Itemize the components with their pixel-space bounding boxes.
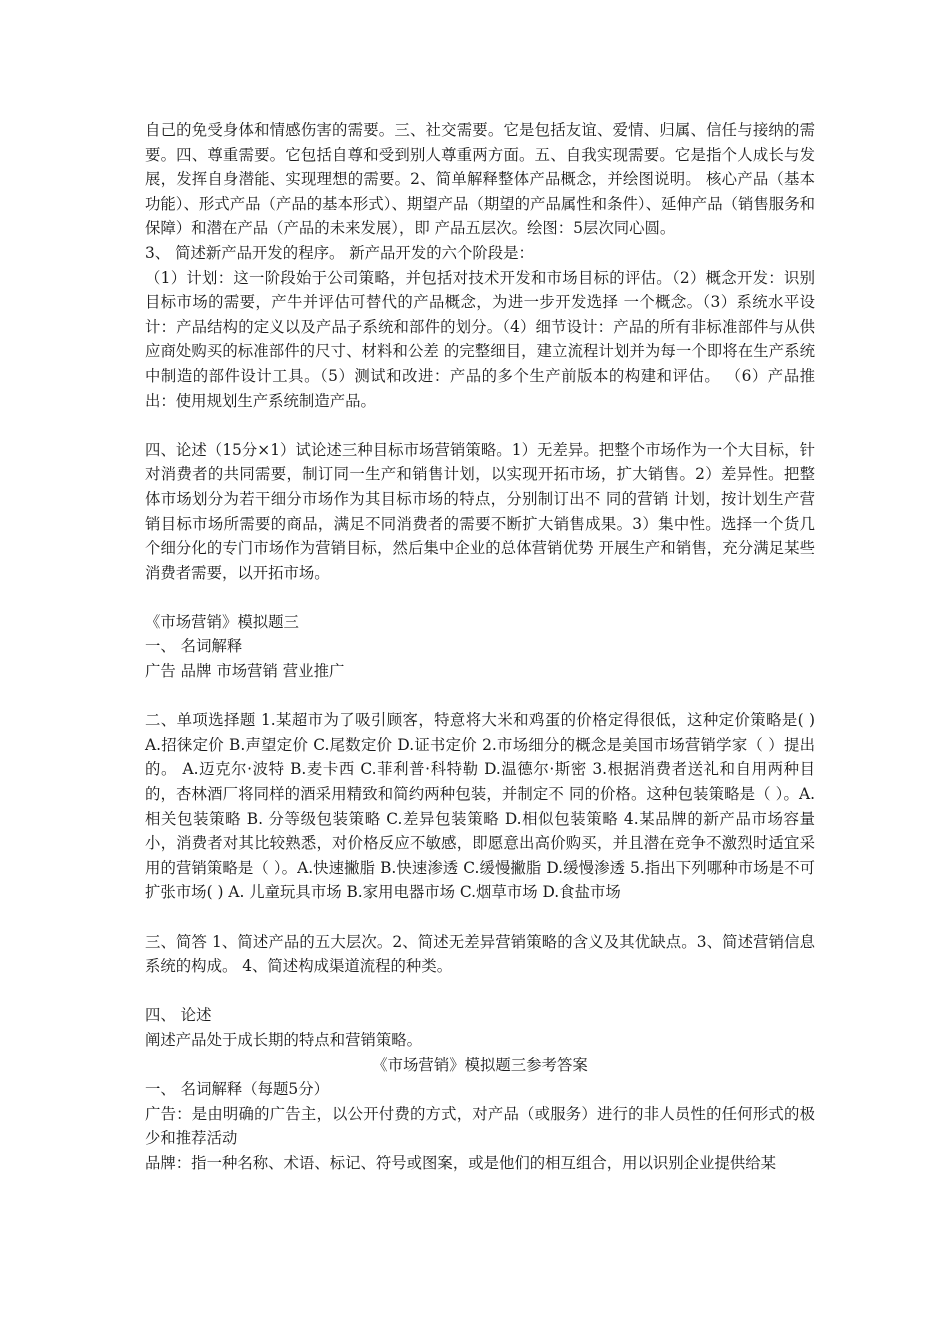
paragraph: 《市场营销》模拟题三 xyxy=(145,612,299,631)
paragraph-spacer xyxy=(145,905,815,930)
paragraph: 二、单项选择题 1.某超市为了吸引顾客，特意将大米和鸡蛋的价格定得很低，这种定价策略是( ) A.招徕定价 B.声望定价 C.尾数定价 D.证书定价 2.市场细分的概念是美国市场营销学家（ ）提出的。 A.迈克尔·波特 B.麦卡西 C.菲利普·科特勒 D.温德尔·斯密 3.根据消费者送礼和自用两种目的，杏林酒厂将同样的酒采用精致和简约两种包装，并制定不 同的价格。这种包装策略是（ ）。A. 相关包装策略 B. 分等级包装策略 C.差异包装策略 D.相似包装策略 4.某品牌的新产品市场容量小，消费者对其比较熟悉，对价格反应不敏感，即愿意出高价购买，并且潜在竞争不激烈时适宜采用的营销策略是（ ）。A.快速撇脂 B.快速渗透 C.缓慢撇脂 D.缓慢渗透 5.指出下列哪种市场是不可扩张市场( ) A. 儿童玩具市场 B.家用电器市场 C.烟草市场 D.食盐市场 xyxy=(145,711,815,902)
paragraph: 阐述产品处于成长期的特点和营销策略。 xyxy=(145,1030,423,1049)
document-body xyxy=(145,118,815,1176)
paragraph: 一、 名词解释 xyxy=(145,637,243,656)
paragraph: 广告 品牌 市场营销 营业推广 xyxy=(145,662,345,681)
section-heading: 《市场营销》模拟题三参考答案 xyxy=(372,1055,588,1074)
paragraph-spacer xyxy=(145,413,815,438)
paragraph: 四、 论述 xyxy=(145,1006,212,1025)
paragraph: 自己的免受身体和情感伤害的需要。三、社交需要。它是包括友谊、爱情、归属、信任与接纳的需要。四、尊重需要。它包括自尊和受到别人尊重两方面。五、自我实现需要。它是指个人成长与发展，发挥自身潜能、实现理想的需要。2、简单解释整体产品概念，并绘图说明。 核心产品（基本功能）、形式产品（产品的基本形式）、期望产品（期望的产品属性和条件）、延伸产品（销售服务和保障）和潜在产品（产品的未来发展），即 产品五层次。绘图：5层次同心圆。 xyxy=(145,121,815,238)
paragraph: 四、论述（15分×1）试论述三种目标市场营销策略。1）无差异。把整个市场作为一个大目标，针对消费者的共同需要，制订同一生产和销售计划，以实现开拓市场，扩大销售。2）差异性。把整体市场划分为若干细分市场作为其目标市场的特点，分别制订出不 同的营销 计划，按计划生产营销目标市场所需要的商品，满足不同消费者的需要不断扩大销售成果。3）集中性。选择一个货几个细分化的专门市场作为营销目标，然后集中企业的总体营销优势 开展生产和销售，充分满足某些消费者需要，以开拓市场。 xyxy=(145,440,815,582)
paragraph: （1）计划：这一阶段始于公司策略，并包括对技术开发和市场目标的评估。（2）概念开发：识别目标市场的需要，产牛并评估可替代的产品概念，为进一步开发选择 一个概念。（3）系统水平设计：产品结构的定义以及产品子系统和部件的划分。（4）细节设计：产品的所有非标准部件与从供应商处购买的标准部件的尺寸、材料和公差 的完整细目，建立流程计划并为每一个即将在生产系统中制造的部件设计工具。（5）测试和改进：产品的多个生产前版本的构建和评估。 （6）产品推出：使用规划生产系统制造产品。 xyxy=(145,268,815,410)
paragraph: 一、 名词解释（每题5分） xyxy=(145,1080,329,1099)
paragraph-spacer xyxy=(145,979,815,1004)
paragraph: 3、 简述新产品开发的程序。 新产品开发的六个阶段是： xyxy=(145,243,534,262)
paragraph: 广告：是由明确的广告主，以公开付费的方式，对产品（或服务）进行的非人员性的任何形式的极少和推荐活动 xyxy=(145,1104,815,1148)
paragraph-spacer xyxy=(145,684,815,709)
paragraph: 品牌：指一种名称、术语、标记、符号或图案，或是他们的相互组合，用以识别企业提供给某 xyxy=(145,1153,777,1172)
paragraph: 三、简答 1、简述产品的五大层次。2、简述无差异营销策略的含义及其优缺点。3、简述营销信息系统的构成。 4、简述构成渠道流程的种类。 xyxy=(145,932,815,976)
paragraph-spacer xyxy=(145,585,815,610)
